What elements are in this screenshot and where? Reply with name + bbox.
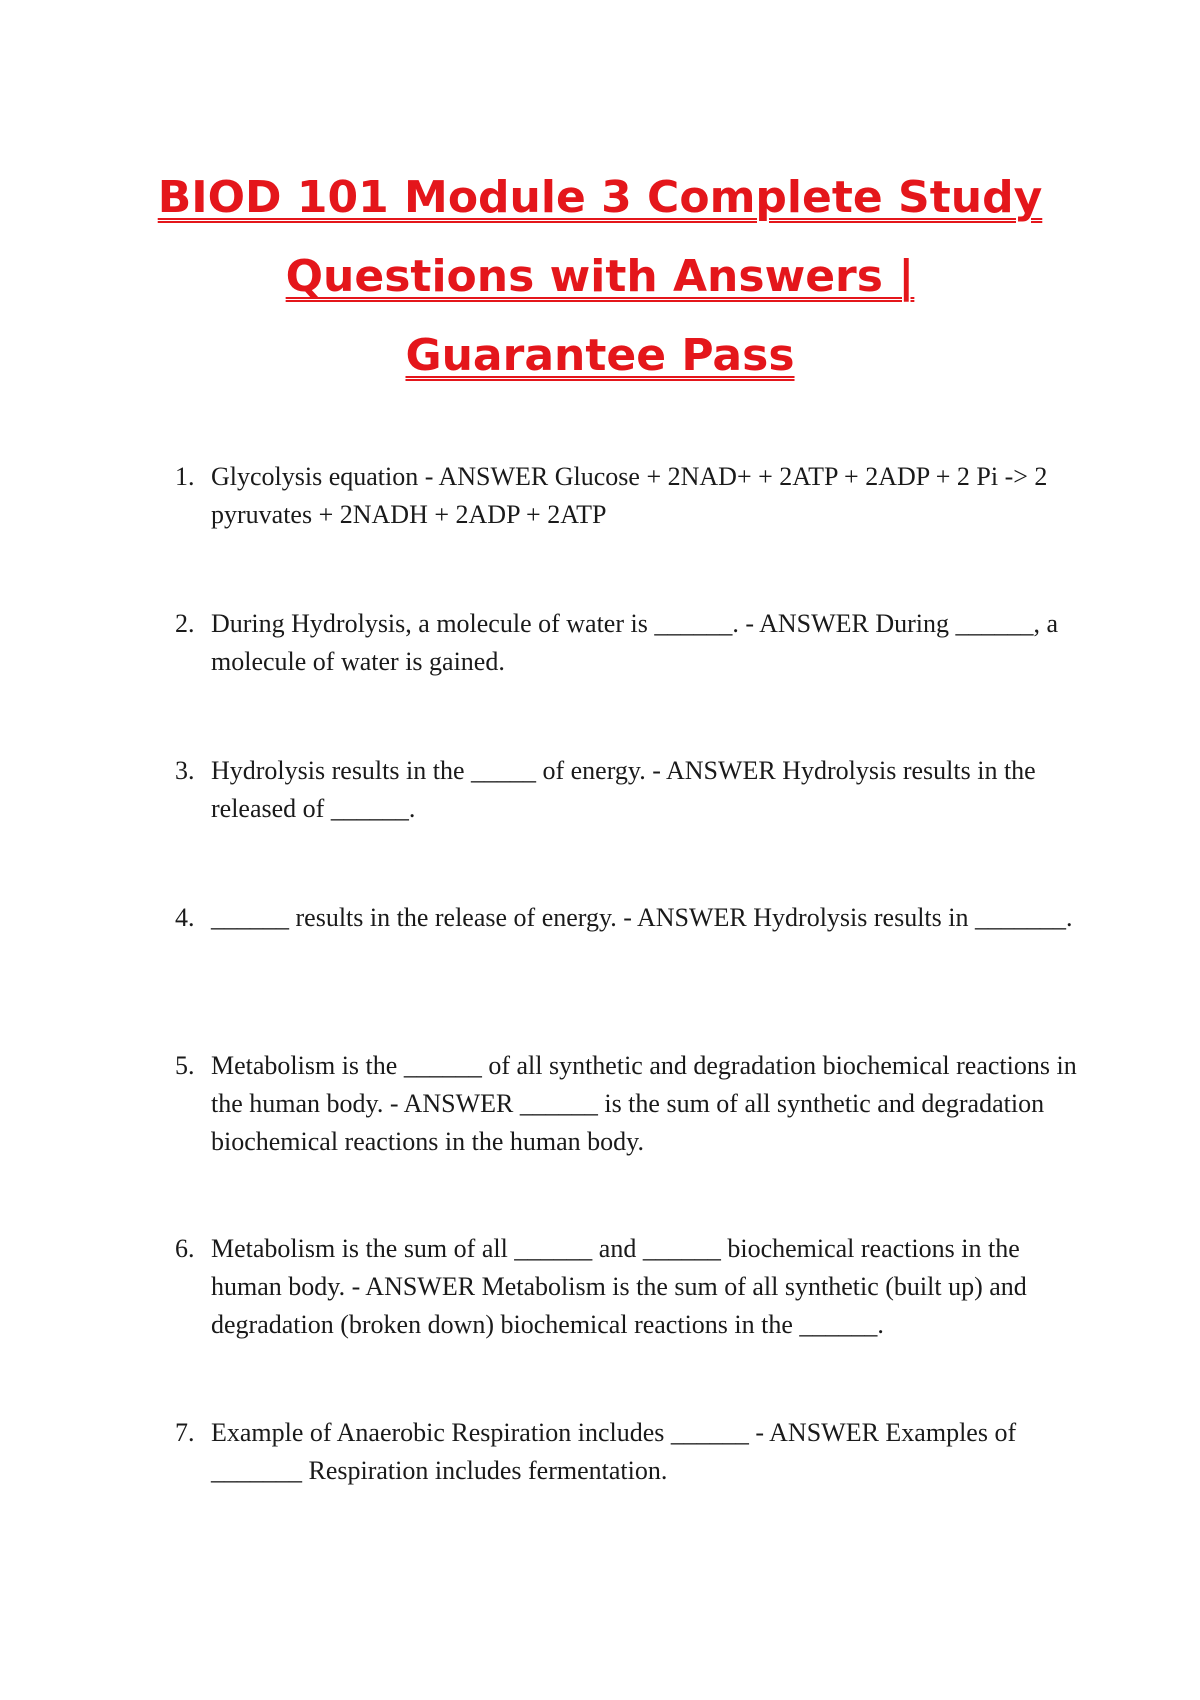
question-text: Metabolism is the sum of all ______ and ______ biochemical reactions in the human body. - ANSWER Metabolism is the sum of all synthetic (built up) and degradation (broken down) biochemical reactions in the ______. xyxy=(211,1234,1027,1339)
question-text: Metabolism is the ______ of all synthetic and degradation biochemical reactions in the human body. - ANSWER ______ is the sum of all synthetic and degradation biochemical reactions in the human body. xyxy=(211,1051,1077,1156)
document-title xyxy=(100,158,1100,395)
question-item xyxy=(175,1047,1075,1161)
question-number: 5. xyxy=(175,1051,195,1080)
title-line-1: BIOD 101 Module 3 Complete Study xyxy=(157,172,1043,223)
question-number: 1. xyxy=(175,462,195,491)
question-text: Glycolysis equation - ANSWER Glucose + 2NAD+ + 2ATP + 2ADP + 2 Pi -> 2 pyruvates + 2NADH + 2ADP + 2ATP xyxy=(211,462,1048,529)
question-item xyxy=(175,899,1075,937)
question-number: 6. xyxy=(175,1234,195,1263)
question-item xyxy=(175,1230,1075,1344)
question-text: Hydrolysis results in the _____ of energy. - ANSWER Hydrolysis results in the released of ______. xyxy=(211,756,1036,823)
question-item xyxy=(175,1414,1075,1490)
question-number: 4. xyxy=(175,903,195,932)
question-text: Example of Anaerobic Respiration includes ______ - ANSWER Examples of _______ Respiration includes fermentation. xyxy=(211,1418,1017,1485)
question-item xyxy=(175,752,1075,828)
question-number: 7. xyxy=(175,1418,195,1447)
question-text: During Hydrolysis, a molecule of water is ______. - ANSWER During ______, a molecule of water is gained. xyxy=(211,609,1059,676)
question-item xyxy=(175,605,1075,681)
title-line-3: Guarantee Pass xyxy=(405,330,795,381)
question-text: ______ results in the release of energy. - ANSWER Hydrolysis results in _______. xyxy=(211,903,1073,932)
question-number: 2. xyxy=(175,609,195,638)
question-item xyxy=(175,458,1075,534)
question-number: 3. xyxy=(175,756,195,785)
title-line-2: Questions with Answers | xyxy=(285,251,915,302)
